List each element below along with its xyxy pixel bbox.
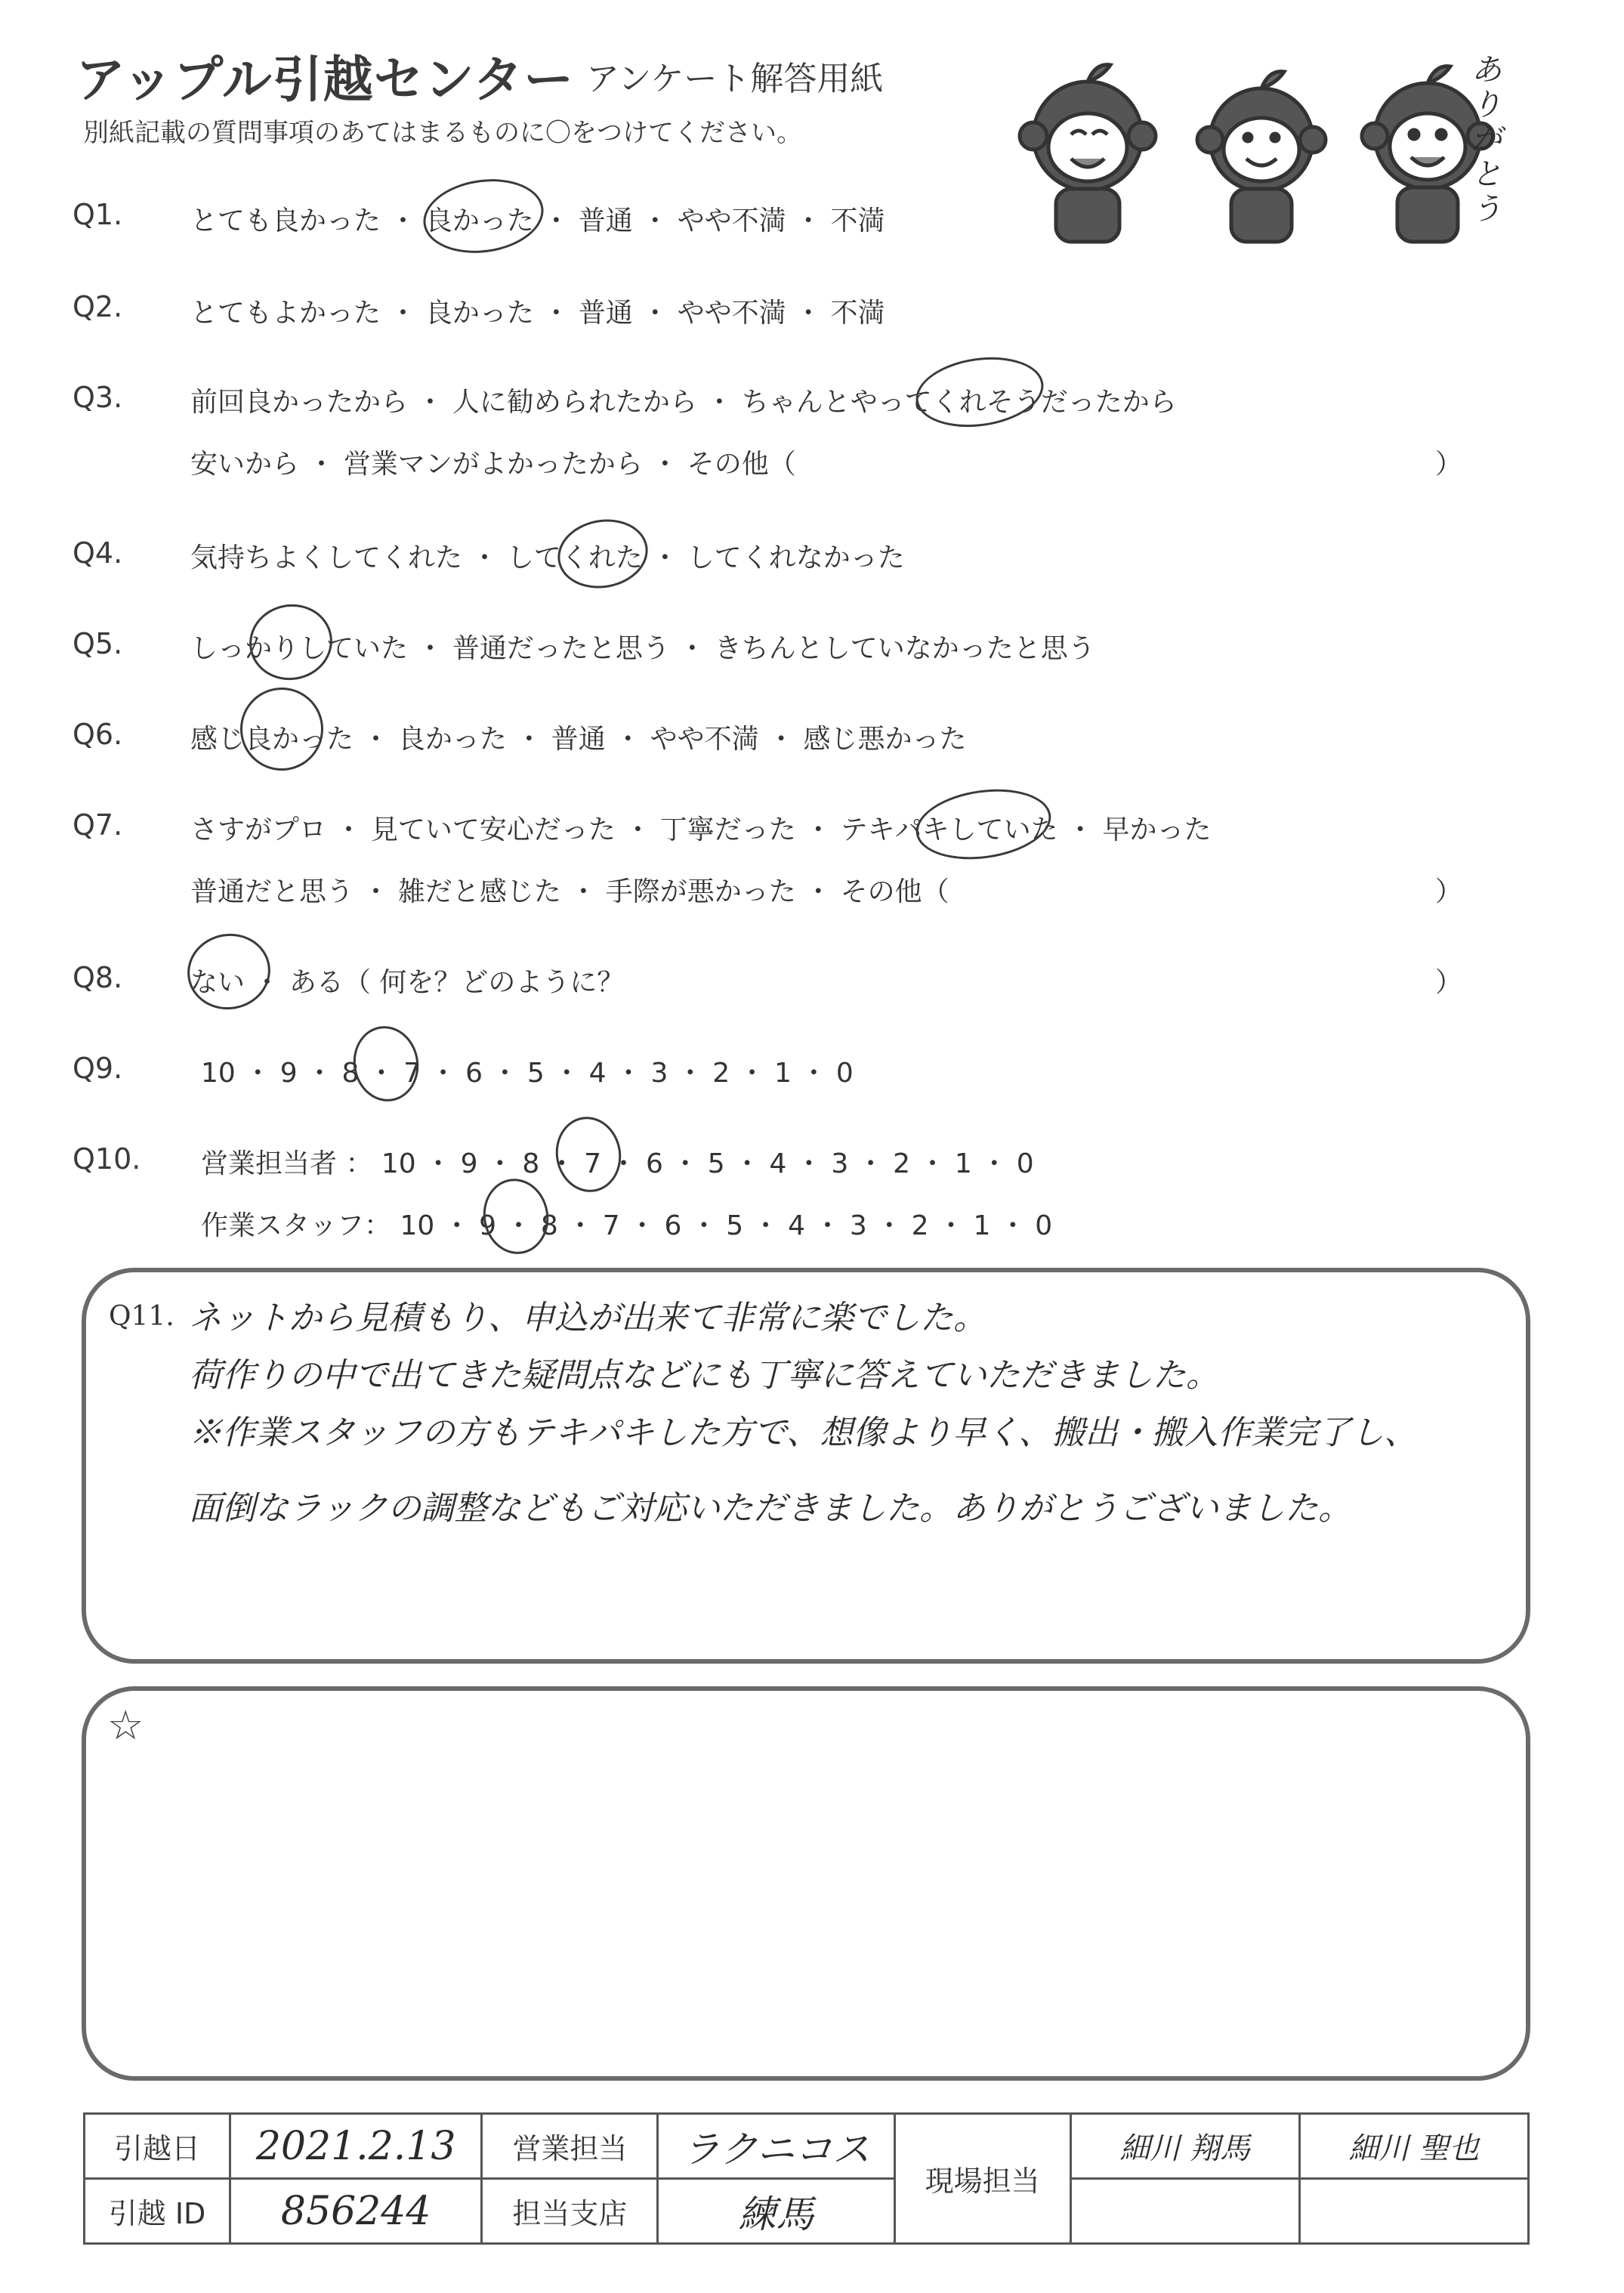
sales-label: 営業担当 (482, 2114, 658, 2179)
branch-label: 担当支店 (482, 2179, 658, 2244)
q8-options[interactable]: ない ・ ある（ 何を？どのように？ (190, 967, 625, 998)
q2-label: Q2. (73, 290, 123, 323)
q1-options[interactable]: とても良かった ・ 良かった ・ 普通 ・ やや不満 ・ 不満 (190, 206, 885, 236)
answer-circle-q4 (552, 512, 653, 595)
answer-circle-q8 (181, 927, 276, 1016)
instruction-text: 別紙記載の質問事項のあてはまるものに〇をつけてください。 (83, 118, 802, 148)
form-title: アップル引越センター (76, 51, 575, 109)
q5-options[interactable]: しっかりしていた ・ 普通だったと思う ・ きちんとしていなかったと思う (190, 633, 1095, 664)
q11-comment-line1: ネットから見積もり、申込が出来て非常に楽でした。 (189, 1299, 986, 1337)
q6-options[interactable]: 感じ良かった ・ 良かった ・ 普通 ・ やや不満 ・ 感じ悪かった (190, 724, 967, 755)
q8-label: Q8. (73, 961, 123, 994)
answer-circle-q7 (912, 781, 1056, 867)
q9-options[interactable]: 10 ・ 9 ・ 8 ・ 7 ・ 6 ・ 5 ・ 4 ・ 3 ・ 2 ・ 1 ・ 0 (201, 1058, 854, 1089)
move-id-value: 856244 (230, 2179, 482, 2244)
q7-options-line2[interactable]: 普通だと思う ・ 雑だと感じた ・ 手際が悪かった ・ その他（ (190, 876, 949, 907)
thanks-mascot-text: ありがとう (1471, 53, 1502, 227)
q8-close-paren: ） (1435, 967, 1463, 998)
site-staff-empty-1 (1070, 2179, 1299, 2244)
q7-options-line1[interactable]: さすがプロ ・ 見ていて安心だった ・ 丁寧だった ・ テキパキしていた ・ 早かった (190, 814, 1212, 845)
q5-label: Q5. (73, 627, 123, 660)
q4-options[interactable]: 気持ちよくしてくれた ・ してくれた ・ してくれなかった (190, 542, 905, 573)
q6-label: Q6. (73, 718, 123, 751)
star-icon: ☆ (107, 1701, 144, 1749)
monkey-mascot-illustration (990, 53, 1533, 249)
q2-options[interactable]: とてもよかった ・ 良かった ・ 普通 ・ やや不満 ・ 不満 (190, 298, 885, 329)
q11-comment-line3: ※作業スタッフの方もテキパキした方で、想像より早く、搬出・搬入作業完了し、 (189, 1414, 1418, 1452)
answer-circle-q10-sales (550, 1111, 627, 1197)
move-date-label: 引越日 (85, 2114, 230, 2179)
q10-staff-options[interactable]: 作業スタッフ： 10 ・ 9 ・ 8 ・ 7 ・ 6 ・ 5 ・ 4 ・ 3 ・ 2 ・ 1 ・ 0 (201, 1210, 1053, 1241)
answer-circle-q9 (347, 1021, 425, 1106)
q9-label: Q9. (73, 1052, 123, 1085)
info-table (83, 2112, 1530, 2245)
branch-value: 練馬 (658, 2179, 894, 2244)
site-staff-2: 細川 聖也 (1299, 2114, 1528, 2179)
q3-label: Q3. (73, 381, 123, 414)
site-staff-empty-2 (1299, 2179, 1528, 2244)
q10-label: Q10. (73, 1142, 141, 1176)
site-staff-1: 細川 翔馬 (1070, 2114, 1299, 2179)
form-subtitle: アンケート解答用紙 (586, 60, 884, 98)
q7-label: Q7. (73, 808, 123, 842)
answer-circle-q3 (912, 350, 1048, 435)
star-comment-box (82, 1686, 1530, 2081)
answer-circle-q6 (233, 681, 329, 777)
q11-comment-line4: 面倒なラックの調整などもご対応いただきました。ありがとうございました。 (189, 1489, 1352, 1528)
site-label: 現場担当 (894, 2114, 1070, 2244)
sales-value: ラクニコス (658, 2114, 894, 2179)
q3-options-line1[interactable]: 前回良かったから ・ 人に勧められたから ・ ちゃんとやってくれそうだったから (190, 387, 1177, 418)
answer-circle-q1 (418, 172, 548, 260)
answer-circle-q5 (243, 598, 338, 687)
q1-label: Q1. (73, 198, 123, 231)
q10-sales-options[interactable]: 営業担当者 ： 10 ・ 9 ・ 8 ・ 7 ・ 6 ・ 5 ・ 4 ・ 3 ・ 2 ・ 1 ・ 0 (201, 1148, 1034, 1179)
q3-options-line2[interactable]: 安いから ・ 営業マンがよかったから ・ その他（ (190, 449, 796, 480)
move-date-value: 2021.2.13 (230, 2114, 482, 2179)
q11-comment-line2: 荷作りの中で出てきた疑問点などにも丁寧に答えていただきました。 (189, 1356, 1219, 1395)
move-id-label: 引越 ID (85, 2179, 230, 2244)
answer-circle-q10-staff (477, 1173, 554, 1259)
q7-close-paren: ） (1435, 876, 1463, 907)
q11-label: Q11. (109, 1301, 174, 1332)
q3-close-paren: ） (1435, 449, 1463, 480)
q4-label: Q4. (73, 536, 123, 570)
